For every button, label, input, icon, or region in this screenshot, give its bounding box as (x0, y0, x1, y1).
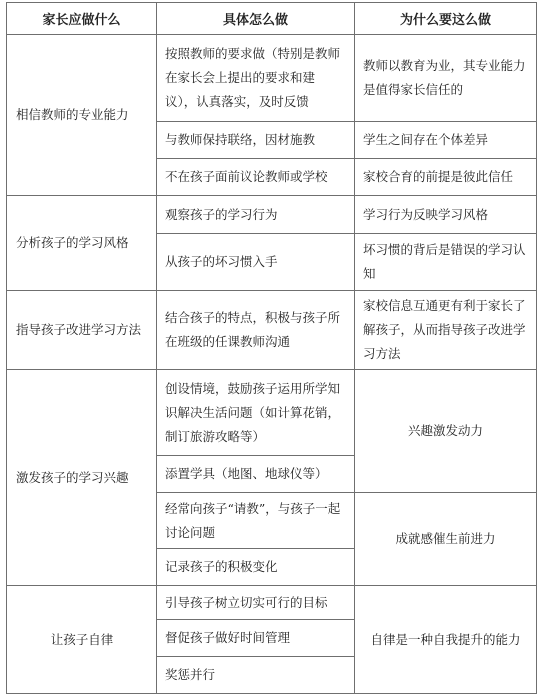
action-cell: 观察孩子的学习行为 (157, 196, 355, 234)
reason-cell: 学习行为反映学习风格 (355, 196, 537, 234)
header-what: 家长应做什么 (7, 3, 157, 35)
reason-cell: 教师以教育为业，其专业能力是值得家长信任的 (355, 35, 537, 122)
table-row (7, 586, 537, 620)
category-cell: 让孩子自律 (7, 586, 157, 694)
action-cell: 从孩子的坏习惯入手 (157, 234, 355, 291)
category-cell: 分析孩子的学习风格 (7, 196, 157, 291)
action-cell: 奖惩并行 (157, 657, 355, 694)
reason-cell: 家校合育的前提是彼此信任 (355, 159, 537, 196)
action-cell: 添置学具（地图、地球仪等） (157, 456, 355, 493)
reason-cell: 成就感催生前进力 (355, 493, 537, 586)
action-cell: 与教师保持联络，因材施教 (157, 122, 355, 159)
category-cell: 激发孩子的学习兴趣 (7, 370, 157, 586)
reason-cell: 家校信息互通更有利于家长了解孩子，从而指导孩子改进学习方法 (355, 291, 537, 370)
table-row (7, 196, 537, 234)
reason-cell: 学生之间存在个体差异 (355, 122, 537, 159)
reason-cell: 自律是一种自我提升的能力 (355, 586, 537, 694)
category-cell: 指导孩子改进学习方法 (7, 291, 157, 370)
header-how: 具体怎么做 (157, 3, 355, 35)
action-cell: 引导孩子树立切实可行的目标 (157, 586, 355, 620)
parenting-guide-table (6, 2, 537, 694)
action-cell: 督促孩子做好时间管理 (157, 620, 355, 657)
action-cell: 不在孩子面前议论教师或学校 (157, 159, 355, 196)
category-cell: 相信教师的专业能力 (7, 35, 157, 196)
table-row (7, 291, 537, 370)
reason-cell: 兴趣激发动力 (355, 370, 537, 493)
action-cell: 创设情境，鼓励孩子运用所学知识解决生活问题（如计算花销，制订旅游攻略等） (157, 370, 355, 456)
action-cell: 记录孩子的积极变化 (157, 549, 355, 586)
table-row (7, 370, 537, 456)
header-row (7, 3, 537, 35)
action-cell: 按照教师的要求做（特别是教师在家长会上提出的要求和建议），认真落实，及时反馈 (157, 35, 355, 122)
table-row (7, 35, 537, 122)
action-cell: 经常向孩子“请教”，与孩子一起讨论问题 (157, 493, 355, 549)
action-cell: 结合孩子的特点，积极与孩子所在班级的任课教师沟通 (157, 291, 355, 370)
reason-cell: 坏习惯的背后是错误的学习认知 (355, 234, 537, 291)
header-why: 为什么要这么做 (355, 3, 537, 35)
